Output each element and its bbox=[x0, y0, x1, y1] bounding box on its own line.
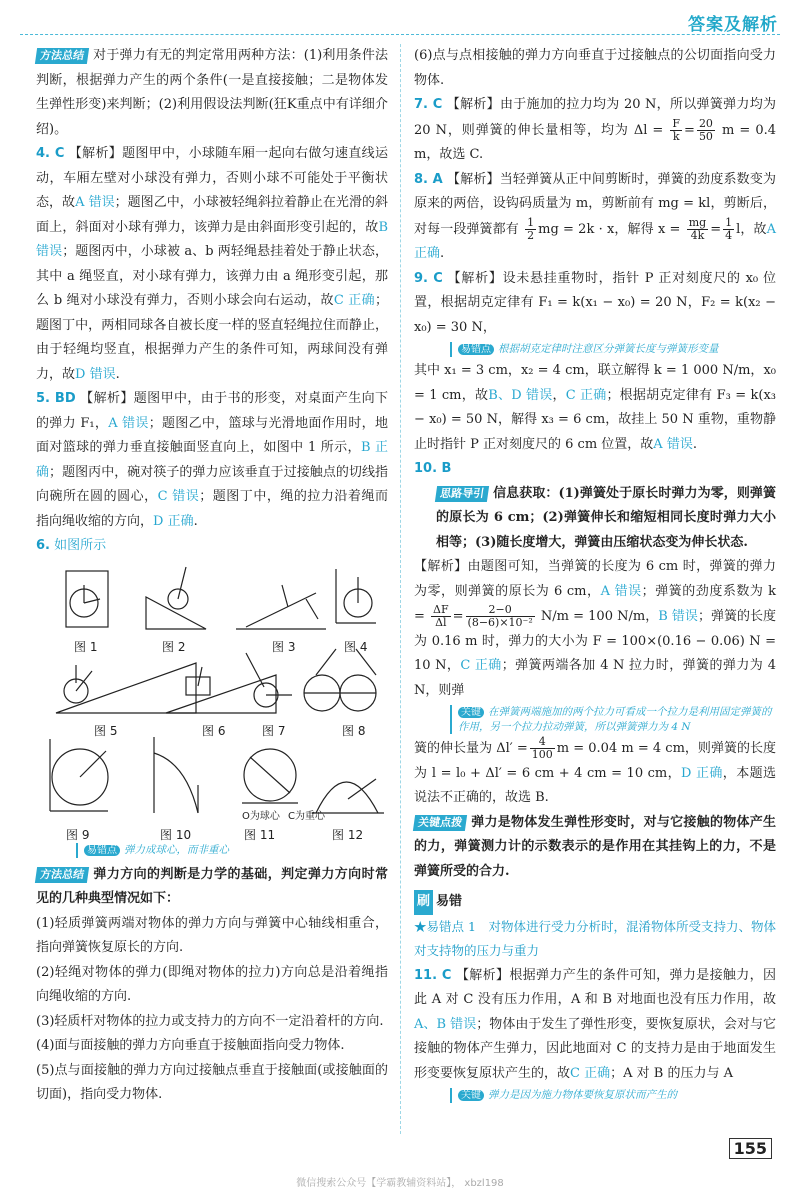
q10-answer: 【解析】由题图可知，当弹簧的长度为 6 cm 时，弹簧的弹力为零，则弹簧的原长为 6 cm，A 错误；弹簧的劲度系数为 k = $\frac{\Delta F}{\Delta l}$ = $\frac{2-0}{\text{(8−6)×10⁻²}}$ N/m = 100 N/m，B 错误；弹簧的长度为 0.16 m 时，弹力的大小为 F = 100×(0.16 − 0.06) N = 10 N，C 正确；弹簧两端各加 4 N 拉力时，弹簧的弹力为 4 N，则弹 bbox=[414, 559, 776, 698]
easy-point-1: ★易错点 1 对物体进行受力分析时，混淆物体所受支持力、物体对支持物的压力与重力 bbox=[414, 918, 776, 958]
fig-label: 图 4 bbox=[344, 639, 368, 654]
fig-label: 图 2 bbox=[162, 639, 186, 654]
q10-note: 关键 在弹簧两端施加的两个拉力可看成一个拉力是利用固定弹簧的作用，另一个拉力拉动弹簧，所以弹簧弹力为 4 N bbox=[450, 705, 776, 734]
method-item: (2)轻绳对物体的弹力(即绳对物体的拉力)方向总是沿着绳指向绳收缩的方向. bbox=[36, 964, 388, 1004]
fig-label: 图 8 bbox=[342, 723, 366, 738]
q10-number: 10. B bbox=[414, 461, 452, 476]
q8-answer: 8. A 【解析】当轻弹簧从正中间剪断时，弹簧的劲度系数变为原来的两倍，设钩码质量为 m，剪断前有 mg = kl，剪断后，对每一段弹簧都有 $\frac{1}{2}$ mg = 2k · x，解得 x = $\frac{mg}{4k}$ = $\frac{1}{4}$ l，故A 正确. bbox=[414, 171, 776, 261]
q9-number: 9. C bbox=[414, 270, 443, 286]
q9-answer: 9. C 【解析】设未悬挂重物时，指针 P 正对刻度尺的 x₀ 位置，根据胡克定律有 F₁ = k(x₁ − x₀) = 20 N，F₂ = k(x₂ − x₀) = 30 N， bbox=[414, 270, 776, 335]
fig11-caption-gravity: C为重心 bbox=[288, 810, 325, 822]
q7-answer: 7. C 【解析】由于施加的拉力均为 20 N，所以弹簧弹力均为 20 N，则弹簧的伸长量相等，均为 Δl = $\frac{F}{k}$ = $\frac{20}{50}$ m = 0.4 m，故选 C. bbox=[414, 97, 776, 162]
q11-number: 11. C bbox=[414, 967, 452, 983]
fig-label: 图 11 bbox=[244, 827, 276, 842]
method-summary-2: 方法总结 弹力方向的判断是力学的基础，判定弹力方向时常见的几种典型情况如下： bbox=[36, 866, 388, 906]
q10-answer-cont: 簧的伸长量为 Δl′ = $\frac{4}{100}$ m = 0.04 m = 4 cm，则弹簧的长度为 l = l₀ + Δl′ = 6 cm + 4 cm = 10 cm，D 正确，本题选说法不正确的，故选 B. bbox=[414, 735, 776, 805]
section-easy-errors: 刷 易错 bbox=[414, 890, 776, 915]
method-item: (1)轻质弹簧两端对物体的弹力方向与弹簧中心轴线相重合，指向弹簧恢复原长的方向. bbox=[36, 915, 388, 955]
method-item: (3)轻质杆对物体的拉力或支持力的方向不一定沿着杆的方向. bbox=[36, 1013, 384, 1029]
header-divider bbox=[20, 34, 780, 35]
figures-drawing bbox=[36, 563, 388, 861]
method-tag: 方法总结 bbox=[35, 48, 89, 64]
fig-label: 图 3 bbox=[272, 639, 296, 654]
q8-number: 8. A bbox=[414, 171, 443, 187]
fig-label: 图 10 bbox=[160, 827, 192, 842]
q6-number: 6. bbox=[36, 538, 50, 553]
fig11-caption-center: O为球心 bbox=[242, 810, 280, 822]
key-point: 关键点拨 弹力是物体发生弹性形变时，对与它接触的物体产生的力，弹簧测力计的示数表示的是作用在其挂钩上的力，不是弹簧所受的合力. bbox=[414, 814, 776, 879]
q4-number: 4. C bbox=[36, 146, 65, 161]
q10-header bbox=[414, 457, 776, 482]
column-divider bbox=[400, 44, 401, 1134]
footer-watermark: 微信搜索公众号【学霸教辅资料站】， xbzl198 bbox=[296, 1178, 504, 1189]
fig-label: 图 9 bbox=[66, 827, 90, 842]
q5-answer: 5. BD 【解析】题图甲中，由于书的形变，对桌面产生向下的弹力 F₁，A 错误；题图乙中，篮球与光滑地面作用时，地面对篮球的弹力垂直接触面竖直向上，如图中 1 所示，B 正确；题图丙中，碗对筷子的弹力应该垂直于过接触点的切线指向碗所在圆的圆心，C 错误；题图丁中，绳的拉力沿着绳而指向绳收缩的方向，D 正确. bbox=[36, 391, 388, 529]
method-item: (4)面与面接触的弹力方向垂直于接触面指向受力物体. bbox=[36, 1038, 345, 1053]
q7-number: 7. C bbox=[414, 97, 443, 112]
fig-label: 图 1 bbox=[74, 639, 98, 654]
q6-answer: 6. 如图所示 bbox=[36, 538, 107, 553]
method-tag: 方法总结 bbox=[35, 867, 89, 883]
page-number: 155 bbox=[729, 1138, 772, 1159]
q11-answer: 11. C 【解析】根据弹力产生的条件可知，弹力是接触力，因此 A 对 C 没有压力作用，A 和 B 对地面也没有压力作用，故A、B 错误；物体由于发生了弹性形变，要恢复原状，会对与它接触的物体产生弹力，因此地面对 C 的支持力是由于地面发生形变要恢复原状产生的，故C 正确；A 对 B 的压力与 A bbox=[414, 967, 776, 1081]
left-column bbox=[36, 44, 388, 1108]
q9-answer-cont: 其中 x₁ = 3 cm，x₂ = 4 cm，联立解得 k = 1 000 N/m，x₀ = 1 cm，故B、D 错误，C 正确；根据胡克定律有 F₃ = k(x₃ − x₀) = 50 N，解得 x₃ = 6 cm，故挂上 50 N 重物，重物静止时指针 P 正对刻度尺的 6 cm 位置，故A 错误. bbox=[414, 363, 776, 452]
q11-note: 关键 弹力是因为施力物体要恢复原状而产生的 bbox=[450, 1088, 776, 1103]
method-item: (5)点与面接触的弹力方向过接触点垂直于接触面(或接触面的切面)，指向受力物体. bbox=[36, 1062, 388, 1102]
fig-label: 图 5 bbox=[94, 723, 118, 738]
fig-note: 易错点 弹力成球心，而非重心 bbox=[76, 843, 229, 858]
fig-label: 图 12 bbox=[332, 827, 364, 842]
q5-number: 5. BD bbox=[36, 391, 76, 406]
q9-note: 易错点 根据胡克定律时注意区分弹簧长度与弹簧形变量 bbox=[450, 342, 776, 357]
force-figures bbox=[36, 563, 388, 861]
q10-guide: 思路导引 信息获取：(1)弹簧处于原长时弹力为零，则弹簧的原长为 6 cm；(2)弹簧伸长和缩短相同长度时弹力大小相等；(3)随长度增大，弹簧由压缩状态变为伸长状态. bbox=[436, 485, 776, 550]
header-title: 答案及解析 bbox=[688, 15, 778, 35]
right-column bbox=[414, 44, 776, 1105]
method-item-6: (6)点与点相接触的弹力方向垂直于过接触点的公切面指向受力物体. bbox=[414, 48, 776, 88]
fig-label: 图 6 bbox=[202, 723, 226, 738]
q4-answer: 4. C 【解析】题图甲中，小球随车厢一起向右做匀速直线运动，车厢左壁对小球没有弹力，否则小球不可能处于平衡状态，故A 错误；题图乙中，小球被轻绳斜拉着静止在光滑的斜面上，斜面对小球有弹力，该弹力是由斜面形变引起的，故B 错误；题图丙中，小球被 a、b 两轻绳悬挂着处于静止状态，其中 a 绳竖直，对小球有弹力，该弹力由 a 绳形变引起，那么 b 绳对小球没有弹力，否则小球会向右运动，故C 正确；题图丁中，两相同球各自被长度一样的竖直轻绳拉住而静止，由于轻绳均竖直，根据弹力产生的条件可知，两球间没有弹力，故D 错误. bbox=[36, 146, 388, 382]
method-summary-1: 方法总结 对于弹力有无的判定常用两种方法：(1)利用条件法判断，根据弹力产生的两个条件(一是直接接触；二是物体发生弹性形变)来判断；(2)利用假设法判断(狂K重点中有详细介绍)。 bbox=[36, 48, 388, 137]
fig-label: 图 7 bbox=[262, 723, 286, 738]
